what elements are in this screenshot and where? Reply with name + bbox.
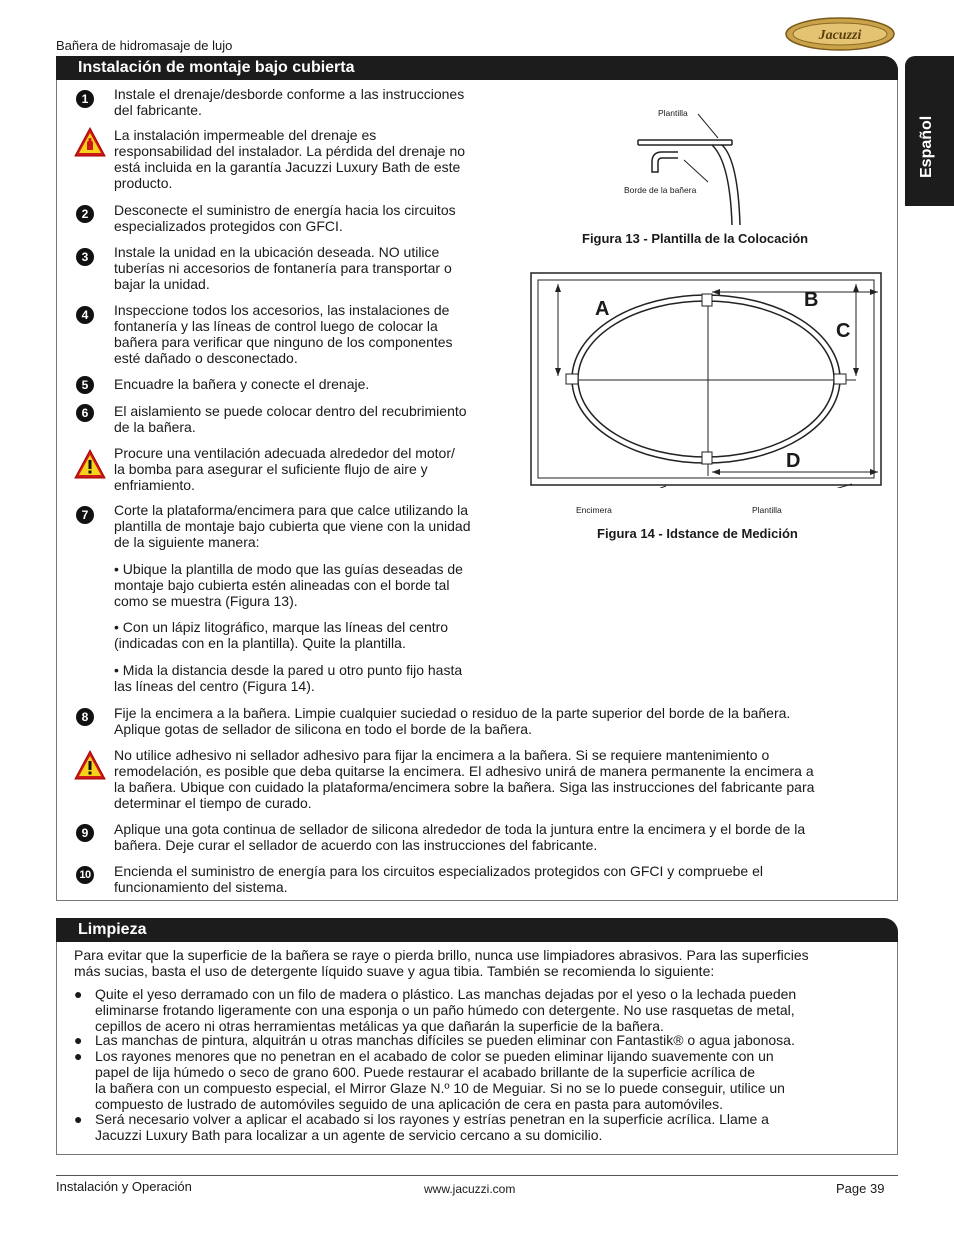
step-3-text: Instale la unidad en la ubicación deseada. NO utilice tuberías ni accesorios de fontanería para transportar o bajar la unidad. <box>114 244 452 292</box>
cleaning-intro: Para evitar que la superficie de la bañera se raye o pierda brillo, nunca use limpiadores abrasivos. Para las superficies más sucias, basta el uso de detergente líquido suave y agua tibia. También se recomienda lo siguiente: <box>74 947 809 979</box>
fig14-letter-c: C <box>836 320 851 342</box>
step-4-text: Inspeccione todos los accesorios, las instalaciones de fontanería y las líneas de control luego de colocar la bañera para verificar que ninguno de los componentes esté dañado o desconectado. <box>114 302 453 366</box>
fig14-template-label: Plantilla <box>752 505 782 515</box>
language-tab <box>905 56 954 206</box>
bullet-marker: ● <box>74 1048 83 1064</box>
step-7-sub-1: • Ubique la plantilla de modo que las guías deseadas de montaje bajo cubierta estén alineadas con el borde tal como se muestra (Figura 13). <box>114 561 463 609</box>
footer-left: Instalación y Operación <box>56 1179 192 1194</box>
document-title: Bañera de hidromasaje de lujo <box>56 38 233 53</box>
step-7-sub-2: • Con un lápiz litográfico, marque las líneas del centro (indicadas con en la plantilla). Quite la plantilla. <box>114 619 449 651</box>
step-number-7: 7 <box>76 506 94 524</box>
step-number-10: 10 <box>76 866 94 884</box>
step-10-text: Encienda el suministro de energía para los circuitos especializados protegidos con GFCI y compruebe el funcionamiento del sistema. <box>114 863 764 895</box>
bullet-marker: ● <box>74 986 83 1002</box>
fig13-template-label: Plantilla <box>658 108 688 118</box>
warning-3-text: No utilice adhesivo ni sellador adhesivo para fijar la encimera a la bañera. Si se requiere mantenimiento o remodelación, es posible que deba quitarse la encimera. El adhesivo unirá de manera permanente la encimera a la bañera. Ubique con cuidado la plataforma/encimera sobre la bañera. Siga las instrucciones del fabricante para determinar el tiempo de curado. <box>114 747 815 811</box>
step-number-5: 5 <box>76 376 94 394</box>
step-1-text: Instale el drenaje/desborde conforme a las instrucciones del fabricante. <box>114 86 465 118</box>
cleaning-bullet-4: Será necesario volver a aplicar el acabado si los rayones y estrías penetran en la superficie acrílica. Llame a Jacuzzi Luxury Bath para localizar a un agente de servicio cercano a su domicilio. <box>95 1111 769 1143</box>
figure-13-diagram <box>600 100 760 230</box>
jacuzzi-logo <box>784 16 896 52</box>
step-number-4: 4 <box>76 306 94 324</box>
warning-1-text: La instalación impermeable del drenaje es responsabilidad del instalador. La pérdida del drenaje no está incluida en la garantía Jacuzzi Luxury Bath de este producto. <box>114 127 466 191</box>
page-number: Page 39 <box>836 1181 885 1196</box>
figure-14-caption: Figura 14 - Idstance de Medición <box>597 526 798 541</box>
fig14-letter-b: B <box>804 289 819 311</box>
fig14-letter-d: D <box>786 450 801 472</box>
step-7-sub-3: • Mida la distancia desde la pared u otro punto fijo hasta las líneas del centro (Figura 14). <box>114 662 463 694</box>
footer-rule <box>56 1175 898 1176</box>
step-2-text: Desconecte el suministro de energía hacia los circuitos especializados protegidos con GFCI. <box>114 202 456 234</box>
step-7-text: Corte la plataforma/encimera para que calce utilizando la plantilla de montaje bajo cubierta que viene con la unidad de la siguiente manera: <box>114 502 471 550</box>
step-number-6: 6 <box>76 404 94 422</box>
step-number-2: 2 <box>76 205 94 223</box>
section-header-cleaning <box>56 918 898 942</box>
footer-website: www.jacuzzi.com <box>424 1182 516 1196</box>
step-number-1: 1 <box>76 90 94 108</box>
language-tab-label: Español <box>918 115 935 178</box>
step-number-9: 9 <box>76 824 94 842</box>
step-5-text: Encuadre la bañera y conecte el drenaje. <box>114 376 370 392</box>
warning-icon <box>73 749 107 781</box>
step-8-text: Fije la encimera a la bañera. Limpie cualquier suciedad o residuo de la parte superior del borde de la bañera. Aplique gotas de sellador de silicona en todo el borde de la bañera. <box>114 705 791 737</box>
caution-hand-icon <box>73 126 107 158</box>
step-number-8: 8 <box>76 708 94 726</box>
fig14-letter-a: A <box>595 298 610 320</box>
cleaning-bullet-1: Quite el yeso derramado con un filo de madera o plástico. Las manchas dejadas por el yeso o la lechada pueden eliminarse frotando ligeramente con una esponja o un paño húmedo con detergente. No use rasquetas de metal, cepillos de acero ni otras herramientas metálicas ya que dañarán la superficie de la bañera. <box>95 986 797 1034</box>
step-6-text: El aislamiento se puede colocar dentro del recubrimiento de la bañera. <box>114 403 467 435</box>
section-header-installation <box>56 56 898 80</box>
fig14-counter-label: Encimera <box>576 505 612 515</box>
step-number-3: 3 <box>76 248 94 266</box>
logo-text: Jacuzzi <box>818 28 862 43</box>
bullet-marker: ● <box>74 1032 83 1048</box>
figure-13-caption: Figura 13 - Plantilla de la Colocación <box>582 231 809 246</box>
section-title: Limpieza <box>78 921 147 938</box>
warning-icon <box>73 448 107 480</box>
bullet-marker: ● <box>74 1111 83 1127</box>
figure-14-diagram <box>530 272 882 488</box>
cleaning-bullet-3: Los rayones menores que no penetran en el acabado de color se pueden eliminar lijando suavemente con un papel de lija húmedo o seco de grano 600. Puede restaurar el acabado brillante de la superficie acrílica de la bañera con un compuesto especial, el Mirror Glaze N.º 10 de Meguiar. Si no se lo puede conseguir, utilice un compuesto de lustrado de automóviles seguido de una aplicación de cera en pasta para automóviles. <box>95 1048 785 1112</box>
step-9-text: Aplique una gota continua de sellador de silicona alrededor de toda la juntura entre la encimera y el borde de la bañera. Deje curar el sellador de acuerdo con las instrucciones del fabricante. <box>114 821 806 853</box>
warning-2-text: Procure una ventilación adecuada alrededor del motor/ la bomba para asegurar el suficiente flujo de aire y enfriamiento. <box>114 445 455 493</box>
cleaning-bullet-2: Las manchas de pintura, alquitrán u otras manchas difíciles se pueden eliminar con Fantastik® o agua jabonosa. <box>95 1032 795 1048</box>
section-title: Instalación de montaje bajo cubierta <box>78 59 355 76</box>
fig13-rim-label: Borde de la bañera <box>624 185 697 195</box>
